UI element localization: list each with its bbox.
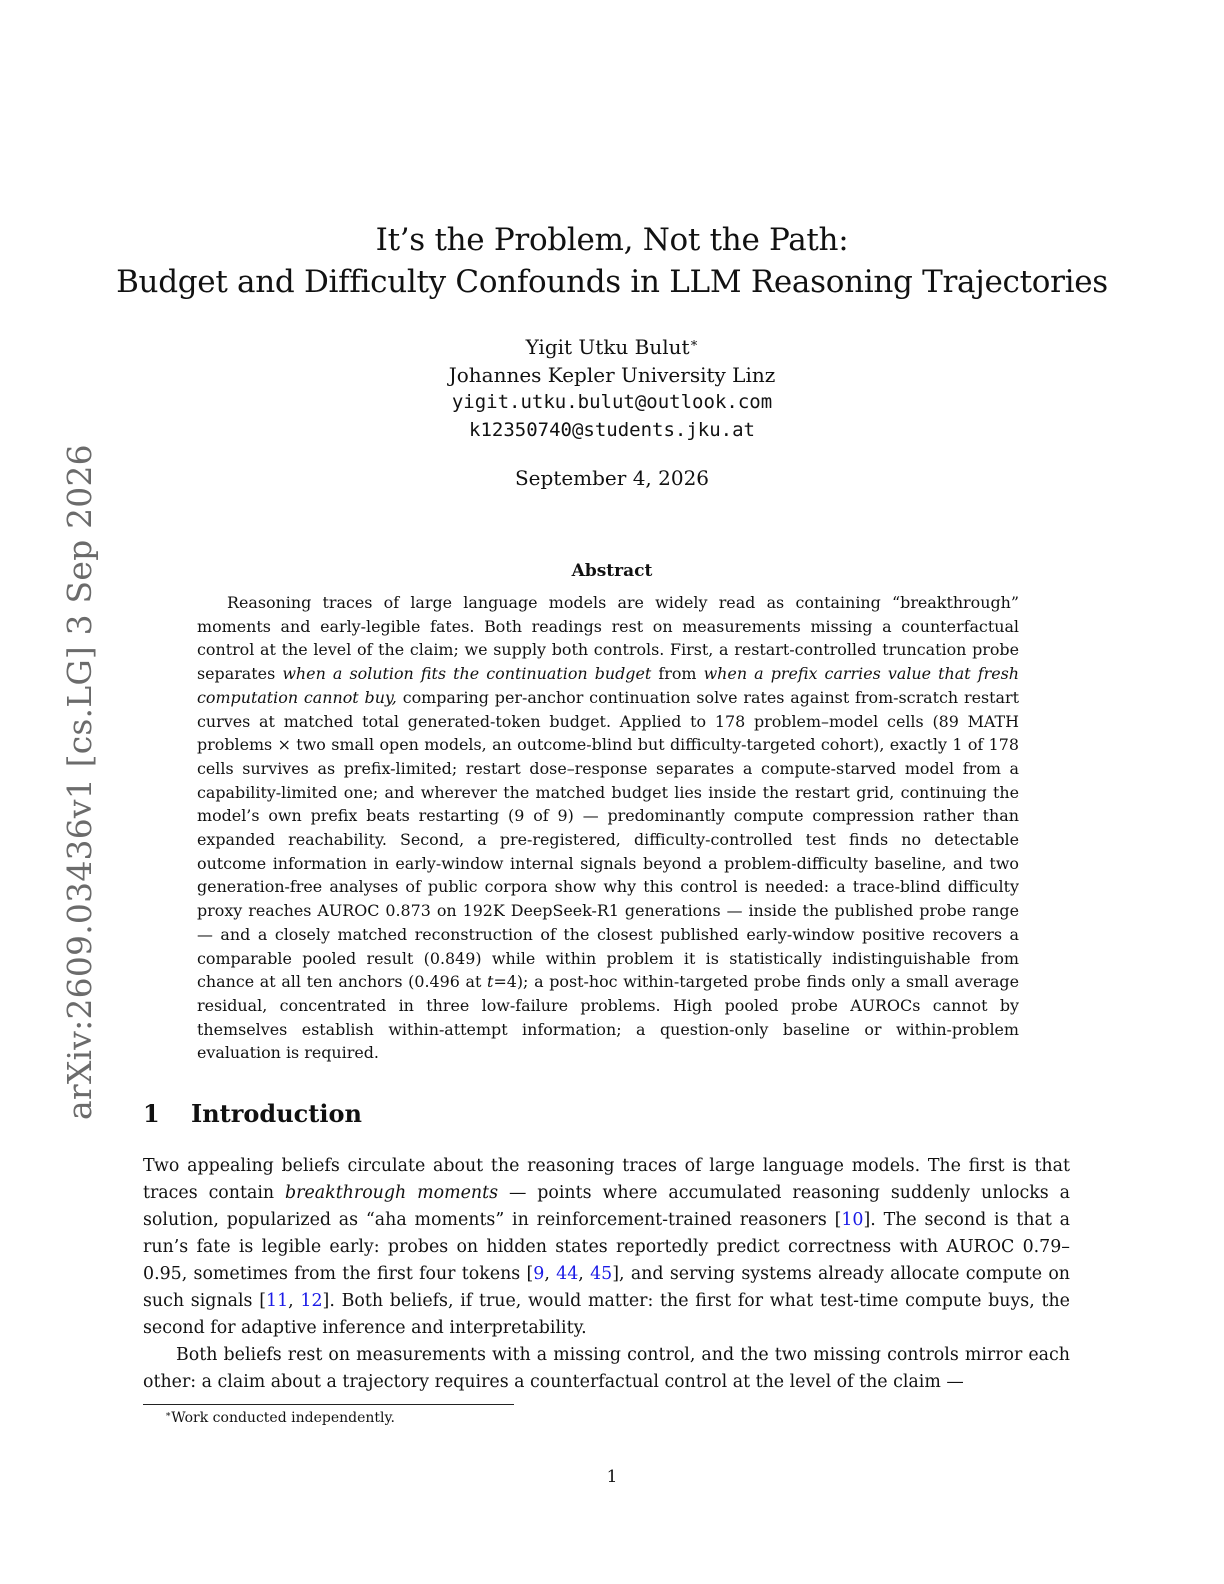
footnote-divider <box>143 1404 514 1405</box>
author-footnote-mark: ∗ <box>689 335 699 351</box>
abstract-emphasis-3: t <box>487 972 494 992</box>
citation-link[interactable]: 11 <box>266 1291 289 1311</box>
intro-paragraph-2: Both beliefs rest on measurements with a missing control, and the two missing controls mirror each other: a claim about a trajectory requires a counterfactual control at the level of the claim — <box>143 1345 1070 1392</box>
abstract-text-3: comparing per-anchor continuation solve rates against from-scratch restart curves at matched total generated-token budget. Applied to 178 problem–model cells (89 MATH problems × two small open models, an outcome-blind but difficulty-targeted cohort), exactly 1 of 178 cells survives as prefix-limited; restart dose–response separates a compute-starved model from a capability-limited one; and wherever the matched budget lies inside the restart grid, continuing the model’s own prefix beats restarting (9 of 9) — predominantly compute compression rather than expanded reachability. Second, a pre-registered, difficulty-controlled test finds no detectable outcome information in early-window internal signals beyond a problem-difficulty baseline, and two generation-free analyses of public corpora show why this control is needed: a trace-blind difficulty proxy reaches AUROC 0.873 on 192K DeepSeek-R1 generations — inside the published probe range — and a closely matched reconstruction of the closest published early-window positive recovers a comparable pooled result (0.849) while within problem it is statistically indistinguishable from chance at all ten anchors (0.496 at <box>197 687 1019 992</box>
footnote-mark: ∗ <box>165 1410 172 1420</box>
citation-link[interactable]: 12 <box>300 1291 323 1311</box>
page-number: 1 <box>606 1467 618 1487</box>
footnote <box>165 1410 395 1426</box>
section-heading-introduction <box>143 1099 362 1128</box>
author-name-text: Yigit Utku Bulut <box>525 335 690 359</box>
intro-emphasis: breakthrough moments <box>285 1183 498 1203</box>
abstract-text-4: =4); a post-hoc within-targeted probe finds only a small average residual, concentrated in three low-failure problems. High pooled probe AUROCs cannot by themselves establish within-attempt information; a question-only baseline or within-problem evaluation is required. <box>197 972 1019 1063</box>
citation-link[interactable]: 45 <box>590 1264 613 1284</box>
paper-date: September 4, 2026 <box>514 466 710 490</box>
abstract-emphasis-2: when a prefix carries value that fresh computation cannot buy, <box>197 664 1019 707</box>
author-email-primary[interactable]: yigit.utku.bulut@outlook.com <box>451 391 773 413</box>
citation-link[interactable]: 10 <box>841 1210 864 1230</box>
paper-title-line-1: It’s the Problem, Not the Path: <box>375 222 849 258</box>
author-name <box>0 335 1224 359</box>
intro-text: , <box>544 1264 557 1284</box>
section-number: 1 <box>143 1099 160 1128</box>
abstract-heading: Abstract <box>571 561 653 581</box>
intro-text: — points where accumulated reasoning suddenly unlocks a solution, popularized as “aha moments” in reinforcement-trained reasoners [ <box>143 1183 1070 1230</box>
intro-text: , <box>578 1264 591 1284</box>
citation-link[interactable]: 44 <box>556 1264 579 1284</box>
intro-text: ], and serving systems already allocate compute on such signals [ <box>143 1264 1071 1311</box>
footnote-text: Work conducted independently. <box>171 1410 395 1426</box>
abstract-body <box>197 591 1019 1065</box>
author-email-secondary[interactable]: k12350740@students.jku.at <box>469 419 755 441</box>
abstract-emphasis-1: when a solution fits the continuation budget <box>282 664 652 684</box>
paper-title-line-2: Budget and Difficulty Confounds in LLM Reasoning Trajectories <box>116 264 1108 300</box>
intro-text: , <box>288 1291 301 1311</box>
abstract-text-1: Reasoning traces of large language models are widely read as containing “breakthrough” moments and early-legible fates. Both readings rest on measurements missing a counterfactual control at the level of the claim; we supply both controls. First, a restart-controlled truncation probe separates <box>197 593 1019 684</box>
author-affiliation: Johannes Kepler University Linz <box>448 363 776 387</box>
intro-text: ]. Both beliefs, if true, would matter: the first for what test-time compute buys, the second for adaptive inference and interpretability. <box>143 1291 1070 1338</box>
section-title: Introduction <box>191 1099 362 1128</box>
intro-text: ]. The second is that a run’s fate is legible early: probes on hidden states reportedly predict correctness with AUROC 0.79–0.95, sometimes from the first four tokens [ <box>143 1210 1070 1284</box>
abstract-text-2: from <box>651 664 704 684</box>
intro-text: Two appealing beliefs circulate about the reasoning traces of large language models. The first is that traces contain <box>143 1156 1070 1203</box>
intro-paragraph-1 <box>143 1153 1070 1342</box>
citation-link[interactable]: 9 <box>533 1264 545 1284</box>
arxiv-identifier-stamp: arXiv:2609.03436v1 [cs.LG] 3 Sep 2026 <box>60 444 99 1120</box>
